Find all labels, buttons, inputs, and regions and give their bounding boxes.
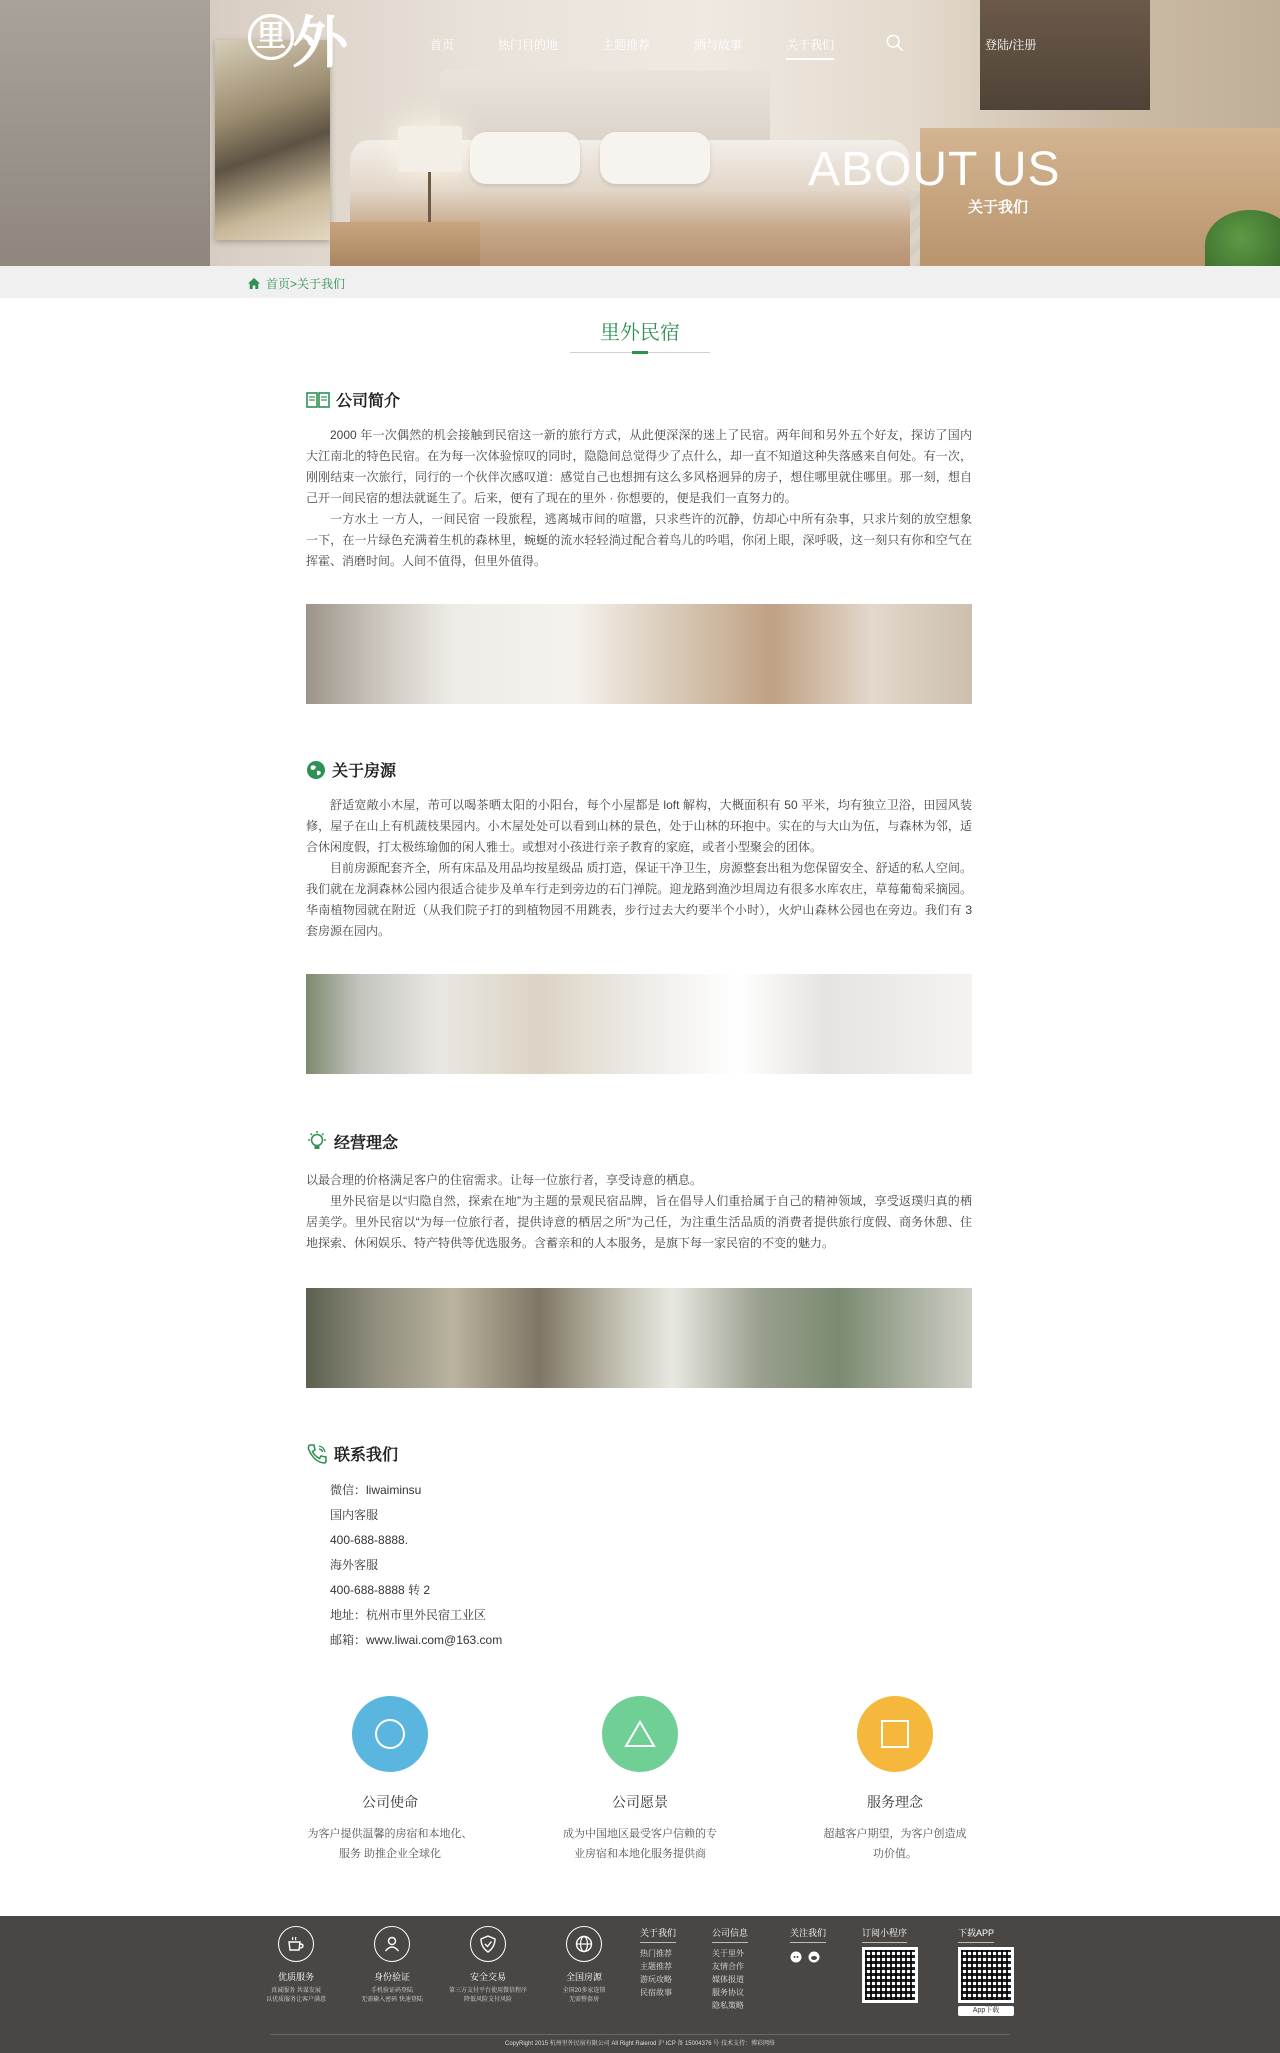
breadcrumb-home[interactable]: 首页	[266, 277, 291, 291]
app-qr-code	[958, 1947, 1014, 2003]
service-badge	[857, 1696, 933, 1772]
globe-icon	[306, 760, 326, 780]
footer-link[interactable]: 友情合作	[712, 1962, 744, 1971]
footer-link[interactable]: 隐私策略	[712, 2001, 744, 2010]
contact-info	[330, 1478, 502, 1653]
shield-icon	[478, 1934, 498, 1954]
nav-home[interactable]: 首页	[430, 38, 455, 52]
mission-badge	[352, 1696, 428, 1772]
contact-wechat: 微信：liwaiminsu	[330, 1483, 422, 1497]
footer-link[interactable]: 关于里外	[712, 1949, 744, 1958]
logo[interactable]: 里 外	[248, 10, 358, 82]
feature-service: 优质服务 真诚服务 共谋发展 以优质服务让客户满意	[246, 1926, 346, 2005]
coffee-icon	[286, 1934, 306, 1954]
square-icon	[878, 1717, 912, 1751]
contact-domestic-phone: 400-688-8888.	[330, 1533, 409, 1547]
section-title-intro: 公司简介	[306, 388, 400, 411]
circle-icon	[373, 1717, 407, 1751]
footer-link[interactable]: 热门推荐	[640, 1949, 672, 1958]
weibo-icon[interactable]	[808, 1951, 820, 1963]
vision-card: 公司愿景 成为中国地区最受客户信赖的专 业房宿和本地化服务提供商	[520, 1696, 760, 1864]
globe-icon	[574, 1934, 594, 1954]
footer-link[interactable]: 服务协议	[712, 1988, 744, 1997]
miniprogram-qr-code	[862, 1947, 918, 2003]
breadcrumb-current: 关于我们	[297, 277, 346, 291]
feature-security: 安全交易 第三方支付平台使用微信程序 降低风险支付风险	[438, 1926, 538, 2005]
contact-email: 邮箱：www.liwai.com@163.com	[330, 1633, 503, 1647]
footer-app-column: 下载APP App下载	[958, 1926, 1014, 2016]
breadcrumb-bar	[0, 266, 1280, 298]
lightbulb-icon	[306, 1131, 328, 1153]
rooms-text: 舒适宽敞小木屋，芾可以喝茶晒太阳的小阳台，每个小屋都是 loft 解构，大概面积有 50 平米，均有独立卫浴，田园风装修，屋子在山上有机蔬枝果园内。小木屋处处可以看到山林的景色，处于山林的环抱中。实在的与大山为伍，与森林为邻，适合休闲度假，打太极练瑜伽的闲人雅士。或想对小孩进行亲子教育的家庭，或者小型聚会的团体。 目前房源配套齐全，所有床品及用品均按星级品 质打造，保证干净卫生，房源整套出租为您保留安全、舒适的私人空间。我们就在龙洞森林公园内很适合徒步及单车行走到旁边的石门禅院。迎龙路到渔沙坦周边有很多水库农庄，草莓葡萄采摘园。华南植物园就在附近（从我们院子打的到植物园不用跳表，步行过去大约要半个小时），火炉山森林公园也在旁边。我们有 3 套房源在园内。	[306, 798, 972, 938]
intro-text: 2000 年一次偶然的机会接触到民宿这一新的旅行方式，从此便深深的迷上了民宿。两年间和另外五个好友，探访了国内大江南北的特色民宿。在为每一次体验惊叹的同时，隐隐间总觉得少了点什么，却一直不知道这种失落感来自何处。有一次，刚刚结束一次旅行，同行的一个伙伴次感叹道：感觉自己也想拥有这么多风格迥异的房子，想住哪里就住哪里。那一刻，想自己开一间民宿的想法就诞生了。后来，便有了现在的里外 · 你想要的，便是我们一直努力的。 一方水土 一方人，一间民宿 一段旅程，逃离城市间的喧嚣，只求些许的沉静，仿却心中所有杂事，只求片刻的放空想象一下，在一片绿色充满着生机的森林里，蜿蜒的流水轻轻淌过配合着鸟儿的吟唱，你闭上眼，深呼吸，这一刻只有你和空气在挥霍、消磨时间。人间不值得，但里外值得。	[306, 428, 972, 568]
user-icon	[382, 1934, 402, 1954]
vision-badge	[602, 1696, 678, 1772]
footer-link[interactable]: 游玩攻略	[640, 1975, 672, 1984]
breadcrumb	[248, 275, 345, 292]
bedroom-photo	[306, 604, 972, 704]
forest-room-photo	[306, 1288, 972, 1388]
living-room-photo	[306, 974, 972, 1074]
triangle-icon	[623, 1717, 657, 1751]
contact-address: 地址：杭州市里外民宿工业区	[330, 1608, 487, 1622]
section-title-contact: 联系我们	[306, 1442, 398, 1465]
footer-miniprogram-column: 订阅小程序	[862, 1926, 918, 2003]
main-nav	[430, 36, 878, 60]
footer-link[interactable]: 主题推荐	[640, 1962, 672, 1971]
nav-destinations[interactable]: 热门目的地	[498, 38, 559, 52]
login-link[interactable]: 登陆/注册	[985, 38, 1037, 52]
footer	[0, 1916, 1280, 2053]
copyright: CopyRight 2015 杭州里外民宿有限公司 All Right Raierod 沪 ICP 备 15004376 号 技术支持：博彩网络	[505, 2041, 775, 2047]
mission-card: 公司使命 为客户提供温馨的房宿和本地化、 服务 助推企业全球化	[270, 1696, 510, 1864]
banner-title-en: ABOUT US	[808, 143, 1061, 196]
nav-themes[interactable]: 主题推荐	[602, 38, 651, 52]
feature-listings: 全国房源 全国20多家连锁 无需整套房	[534, 1926, 634, 2005]
hero-banner	[0, 0, 1280, 266]
page-title: 里外民宿	[600, 322, 680, 344]
contact-domestic-label: 国内客服	[330, 1508, 379, 1522]
home-icon	[248, 278, 260, 289]
app-download-button[interactable]: App下载	[958, 2006, 1014, 2016]
contact-overseas-label: 海外客服	[330, 1558, 379, 1572]
banner-title-cn: 关于我们	[968, 199, 1029, 216]
section-title-philosophy: 经营理念	[306, 1130, 398, 1153]
section-title-rooms: 关于房源	[306, 758, 396, 781]
footer-link[interactable]: 媒体报道	[712, 1975, 744, 1984]
service-card: 服务理念 超越客户期望，为客户创造成 功价值。	[775, 1696, 1015, 1864]
footer-link[interactable]: 民宿故事	[640, 1988, 672, 1997]
search-icon[interactable]	[886, 34, 904, 52]
footer-company-column: 公司信息 关于里外 友情合作 媒体报道 服务协议 隐私策略	[712, 1928, 749, 2010]
philosophy-text: 以最合理的价格满足客户的住宿需求。让每一位旅行者，享受诗意的栖息。 里外民宿是以“归隐自然，探索在地”为主题的景观民宿品牌，旨在倡导人们重拾属于自己的精神领域，享受返璞归真的栖居美学。里外民宿以“为每一位旅行者，提供诗意的栖居之所”为己任，为注重生活品质的消费者提供旅行度假、商务休憩、住地探索、休闲娱乐、特产特供等优选服务。含蓄亲和的人本服务，是旗下每一家民宿的不变的魅力。	[306, 1173, 972, 1250]
book-icon	[306, 391, 330, 409]
breadcrumb-separator: >	[290, 276, 298, 291]
phone-icon	[306, 1443, 328, 1465]
feature-verification: 身份验证 手机验证码登陆 无需输入密码 快速登陆	[342, 1926, 442, 2005]
contact-overseas-phone: 400-688-8888 转 2	[330, 1583, 431, 1597]
nav-stories[interactable]: 酒与故事	[694, 38, 743, 52]
footer-follow-column: 关注我们	[790, 1926, 826, 1963]
footer-about-column: 关于我们 热门推荐 主题推荐 游玩攻略 民宿故事	[640, 1928, 677, 1997]
wechat-icon[interactable]	[790, 1951, 802, 1963]
nav-about[interactable]: 关于我们	[786, 36, 834, 60]
